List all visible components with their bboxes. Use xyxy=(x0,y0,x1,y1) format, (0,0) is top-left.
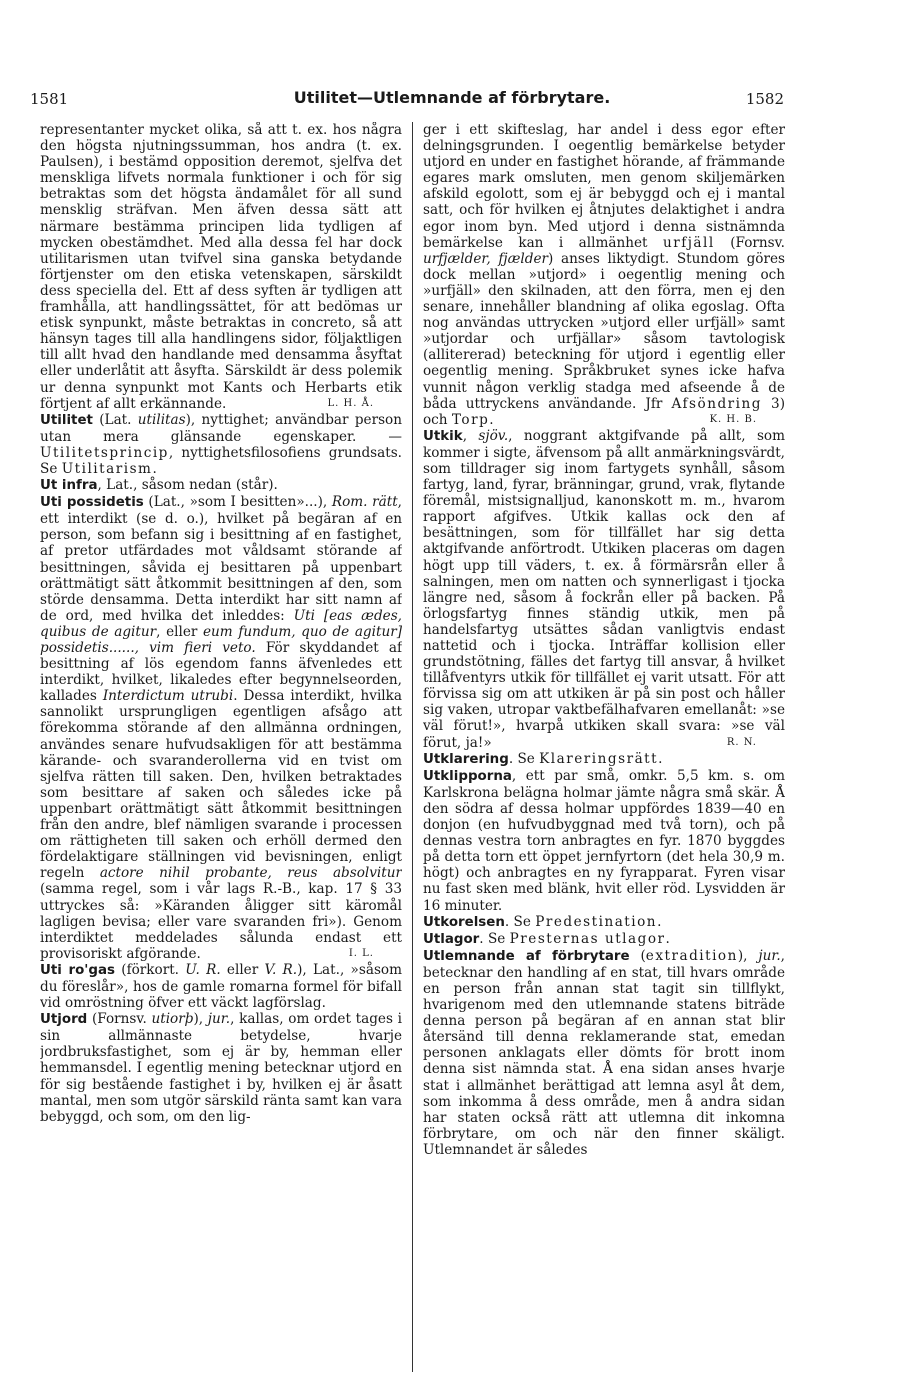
running-title: Utilitet—Utlemnande af förbrytare. xyxy=(293,88,611,107)
headword: Utklipporna xyxy=(423,768,512,784)
cross-reference: Utilitarism xyxy=(61,460,153,477)
entry-uti-possidetis: Uti possidetis (Lat., »som I besitten»...), Rom. rätt, ett interdikt (se d. o.), hvilket på begäran af en person, som befann sig i besittning af en fastighet, af pretor utfärdades mot våldsamt störande af besittningen, såvida ej besittaren på uppenbart orättmätigt sätt åtkommit besittningen af den, som störde densamma. Detta interdikt har sitt namn af de ord, med hvilka det inleddes: Uti [eas ædes, quibus de agitur, eller eum fundum, quo de agitur] possidetis......, vim fieri veto. För skyddandet af besittning af lös egendom fanns äfvenledes ett interdikt, hvilket, likaledes efter begynnelseorden, kallades Interdictum utrubi. Dessa interdikt, hvilka sannolikt ursprungligen egentligen afsågo att förekomma störande af den allmänna ordningen, användes senare hufvudsakligen för att bestämma kärande- och svaranderollerna vid en tvist om sjelfva rätten till saken. Den, hvilken betraktades som besittare af saken och således icke på uppenbart orättmätigt sätt åtkommit besittningen från den andre, blef nämligen svarande i processen om rättigheten till saken och erhöll dermed den fördelaktigare ställningen vid bevisningen, enligt regeln actore nihil probante, reus absolvitur (samma regel, som i vår lags R.-B., kap. 17 § 33 uttryckes så: »Käranden åligger sitt käromål lagligen bevisa; eller vare svaranden fri»). Genom interdiktet meddelades sålunda endast ett provisoriskt afgörande. I. L. xyxy=(40,494,402,962)
headword: Ut infra xyxy=(40,478,98,494)
headword: Utkorelsen xyxy=(423,914,505,930)
entry-utlemnande-af-forbrytare: Utlemnande af förbrytare (extradition), jur., betecknar den handling af en stat, till hvars område en person från annan stat tagit sin tillflykt, hvarigenom med den utlemnande statens biträde denna person på begäran af en annan stat blir återsänd till denna reklamerande stat, emedan personen anklagats eller dömts för brott inom denna sist nämnda stat. Å ena sidan anses hvarje stat i allmänhet berättigad att lemna asyl åt dem, som inkomma å dess område, men å andra sidan har staten också rätt att utlemna dit inkomna förbrytare, om och när den finner skäligt. Utlemnandet är således xyxy=(423,947,785,1158)
entry-utlagor: Utlagor. Se Presternas utlagor. xyxy=(423,930,670,947)
entry-utklipporna: Utklipporna, ett par små, omkr. 5,5 km. s. om Karlskrona belägna holmar jämte några små skär. Å den södra af dessa holmar uppfördes 1839—40 en donjon (en hufvudbyggnad med två torn), och på dennas vestra torn anbragtes en fyr. 1870 byggdes på detta torn ett öppet jernfyrtorn (det hela 30,9 m. högt) och anbragtes en ny fyrapparat. Fyren visar nu fast sken med blänk, hvit eller röd. Lysvidden är 16 minuter. xyxy=(423,767,785,914)
headword: Utlagor xyxy=(423,931,480,947)
cross-reference: Predestination xyxy=(535,913,658,930)
cross-reference: Klareringsrätt xyxy=(539,750,659,767)
entry-ut-infra: Ut infra, Lat., såsom nedan (står). xyxy=(40,477,278,494)
headword: Uti possidetis xyxy=(40,495,144,511)
page-header xyxy=(0,0,904,110)
cross-reference: Afsöndring xyxy=(671,395,762,412)
headword: Utlemnande af förbrytare xyxy=(423,948,630,964)
headword: Uti ro'gas xyxy=(40,962,115,978)
cross-reference: Torp xyxy=(451,411,490,428)
entry-utjord-continued: ger i ett skifteslag, har andel i dess egor efter delningsgrunden. I oegentlig bemärkelse betyder utjord en under en fastighet hörande, af främmande egares mark omsluten, men genom skiljemärken afskild egolott, som ej är bebyggd och ej i mantal satt, och för hvilken ej åtnjutes delaktighet i andra egor inom byn. Med utjord i denna sistnämnda bemärkelse kan i allmänhet urfjäll (Fornsv. urfjælder, fjælder) anses liktydigt. Stundom göres dock mellan »utjord» i oegentlig mening och »urfjäll» den skilnaden, att den förra, men ej den senare, innehåller blandning af olika egoslag. Ofta nog användas uttrycken »utjord eller urfjäll» samt »utjordar och urfjällar» såsom tavtologisk (allitererad) beteckning för utjord i egentlig eller oegentlig mening. Språkbruket synes icke hafva vunnit någon verklig stadga med afseende å de båda uttryckens användande. Jfr Afsöndring 3) och Torp. K. H. B. xyxy=(423,122,785,428)
page-number-right: 1582 xyxy=(745,90,784,108)
entry-utklarering: Utklarering. Se Klareringsrätt. xyxy=(423,750,663,767)
cross-reference: Presternas utlagor xyxy=(509,930,666,947)
entry-utkorelsen: Utkorelsen. Se Predestination. xyxy=(423,913,662,930)
author-signature: R. N. xyxy=(726,736,757,748)
page-number-left: 1581 xyxy=(30,90,69,108)
headword: Utkik xyxy=(423,428,463,444)
column-divider xyxy=(412,122,413,1372)
entry-uti-rogas: Uti ro'gas (förkort. U. R. eller V. R.), Lat., »såsom du föreslår», hos de gamle romarna formel för bifall vid omröstning öfver ett väckt lagförslag. xyxy=(40,961,402,1012)
entry-utkik: Utkik, sjöv., noggrant aktgifvande på allt, som kommer i sigte, äfvensom på allt anmärkningsvärdt, som tilldrager sig inom fartygets synhåll, såsom fartyg, land, fyrar, bränningar, grund, vrak, flytande föremål, mistsignalljud, kanonskott m. m., hvarom rapport afgifves. Utkik kallas ock den af besättningen, som för tillfället har sig detta aktgifvande anförtrodt. Utkiken placeras om dagen högt upp till väders, t. ex. å förmärsrån eller å salningen, men om natten och synnerligast i tjocka längre ned, såsom å fockrån eller på backen. På örlogsfartyg finnes ständig utkik, men på handelsfartyg utsättes sådan vanligtvis endast nattetid och i tjocka. Inträffar kollision eller grundstötning, fälles det fartyg till ansvar, å hvilket tillåfventyrs utkik för tillfället ej varit utsatt. För att förvissa sig om att utkiken är på sin post och håller sig vaken, utropar vaktbefälhafvaren emellanåt: »se väl förut!», hvarpå utkiken skall svara: »se väl förut, ja!» R. N. xyxy=(423,427,785,751)
left-column xyxy=(40,122,402,1377)
entry-utilitet: Utilitet (Lat. utilitas), nyttighet; användbar person utan mera glänsande egenskaper. — Utilitetsprincip, nyttighetsfilosofiens grundsats. Se Utilitarism. xyxy=(40,411,402,477)
right-column xyxy=(423,122,785,1247)
entry-utjord: Utjord (Fornsv. utiorþ), jur., kallas, om ordet tages i sin allmännaste betydelse, hvarje jordbruksfastighet, som ej är by, hemman eller hemmansdel. I egentlig mening betecknar utjord en för sig bestående fastighet i by, hvilken ej är åsatt mantal, men som utgör särskild ränta samt kan vara bebyggd, och som, om den lig- xyxy=(40,1011,402,1125)
author-signature: L. H. Å. xyxy=(327,397,374,409)
headword: Utilitet xyxy=(40,412,93,428)
entry-utilitarism-continued: representanter mycket olika, så att t. ex. hos några den högsta njutningssumman, hos andra (t. ex. Paulsen), i bestämd opposition deremot, sjelfva det menskliga lifvets normala funktioner i och för sig betraktas som det högsta ändamålet för all sund mensklig sträfvan. Men äfven dessa sätt att närmare bestämma principen lida tydligen af mycken obestämdhet. Med alla dessa fel har dock utilitarismen utan tvifvel sina ganska betydande förtjenster om den etiska vetenskapen, särskildt dess speciella del. Ett af dess syften är tydligen att framhålla, att handlingssättet, för att bedömas ur etisk synpunkt, måste betraktas in concreto, så att hänsyn tages till alla handlingens sidor, följaktligen till allt hvad den handlande med densamma åsyftat eller underlåtit att åsyfta. Särskildt är dess polemik ur denna synpunkt mot Kants och Herbarts etik förtjent af allt erkännande. L. H. Å. xyxy=(40,122,402,412)
headword: Utjord xyxy=(40,1012,88,1028)
headword: Utklarering xyxy=(423,751,509,767)
author-signature: I. L. xyxy=(348,947,374,959)
author-signature: K. H. B. xyxy=(709,413,757,425)
